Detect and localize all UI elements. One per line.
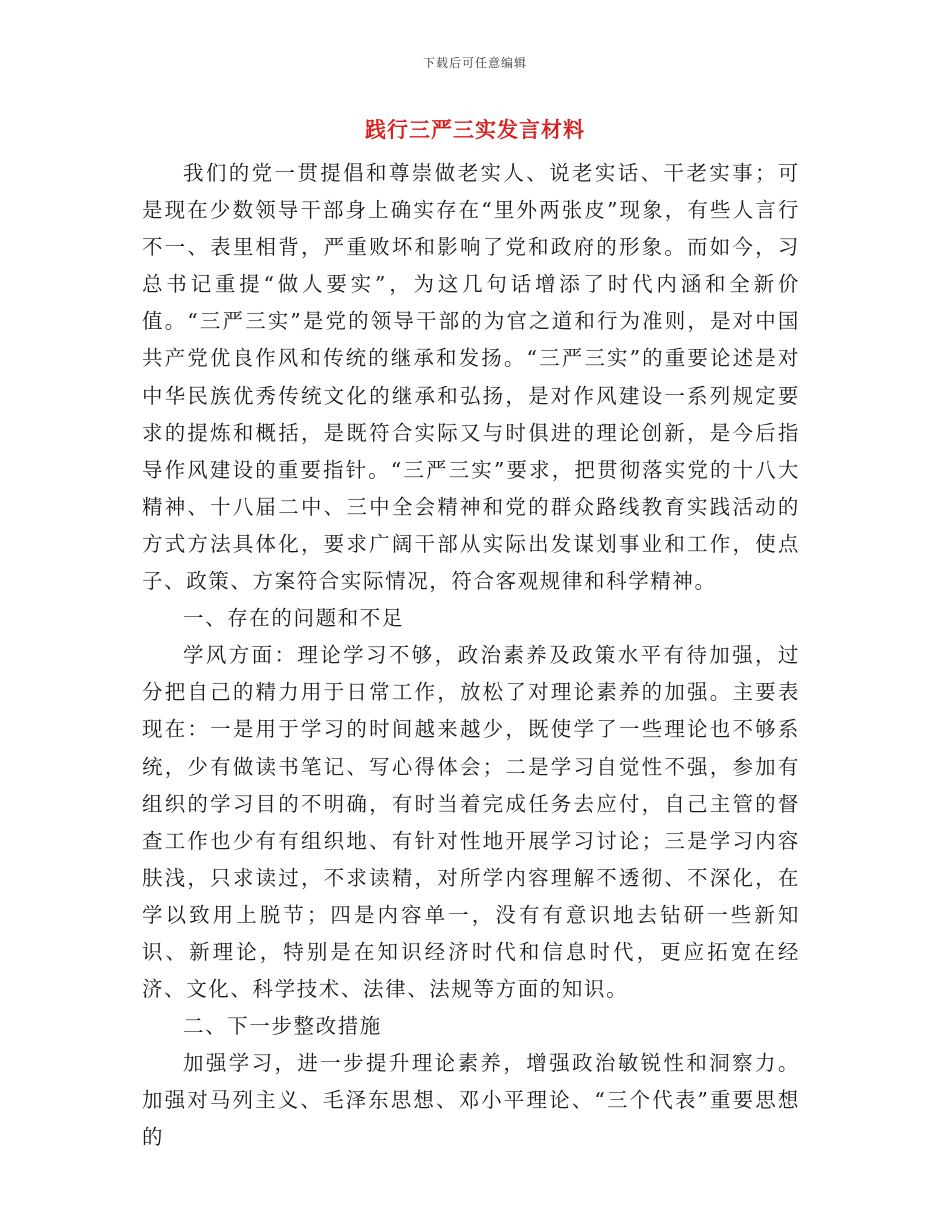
section-heading-problems: 一、存在的问题和不足 [183, 606, 404, 631]
paragraph-study-style: 学风方面：理论学习不够，政治素养及政策水平有待加强，过分把自己的精力用于日常工作，放松了对理论素养的加强。主要表现在：一是用于学习的时间越来越少，既使学了一些理论也不够系统，少有做读书笔记、写心得体会；二是学习自觉性不强，参加有组织的学习目的不明确，有时当着完成任务去应付，自己主管的督查工作也少有有组织地、有针对性地开展学习讨论；三是学习内容肤浅，只求读过，不求读精，对所学内容理解不透彻、不深化，在学以致用上脱节；四是内容单一，没有有意识地去钻研一些新知识、新理论，特别是在知识经济时代和信息时代，更应拓宽在经济、文化、科学技术、法律、法规等方面的知识。 [142, 643, 800, 1002]
paragraph-measures: 加强学习，进一步提升理论素养，增强政治敏锐性和洞察力。加强对马列主义、毛泽东思想、邓小平理论、“三个代表”重要思想的 [142, 1051, 800, 1150]
header-note: 下载后可任意编辑 [422, 56, 527, 70]
paragraph-intro: 我们的党一贯提倡和尊崇做老实人、说老实话、干老实事；可是现在少数领导干部身上确实存在“里外两张皮”现象，有些人言行不一、表里相背，严重败坏和影响了党和政府的形象。而如今，习总书记重提“做人要实”，为这几句话增添了时代内涵和全新价值。“三严三实”是党的领导干部的为官之道和行为准则，是对中国共产党优良作风和传统的继承和发扬。“三严三实”的重要论述是对中华民族优秀传统文化的继承和弘扬，是对作风建设一系列规定要求的提炼和概括，是既符合实际又与时俱进的理论创新，是今后指导作风建设的重要指针。“三严三实”要求，把贯彻落实党的十八大精神、十八届二中、三中全会精神和党的群众路线教育实践活动的方式方法具体化，要求广阔干部从实际出发谋划事业和工作，使点子、政策、方案符合实际情况，符合客观规律和科学精神。 [142, 161, 800, 594]
document-body [142, 155, 800, 1157]
document-title: 践行三严三实发言材料 [365, 117, 585, 142]
section-heading-measures: 二、下一步整改措施 [183, 1014, 382, 1039]
